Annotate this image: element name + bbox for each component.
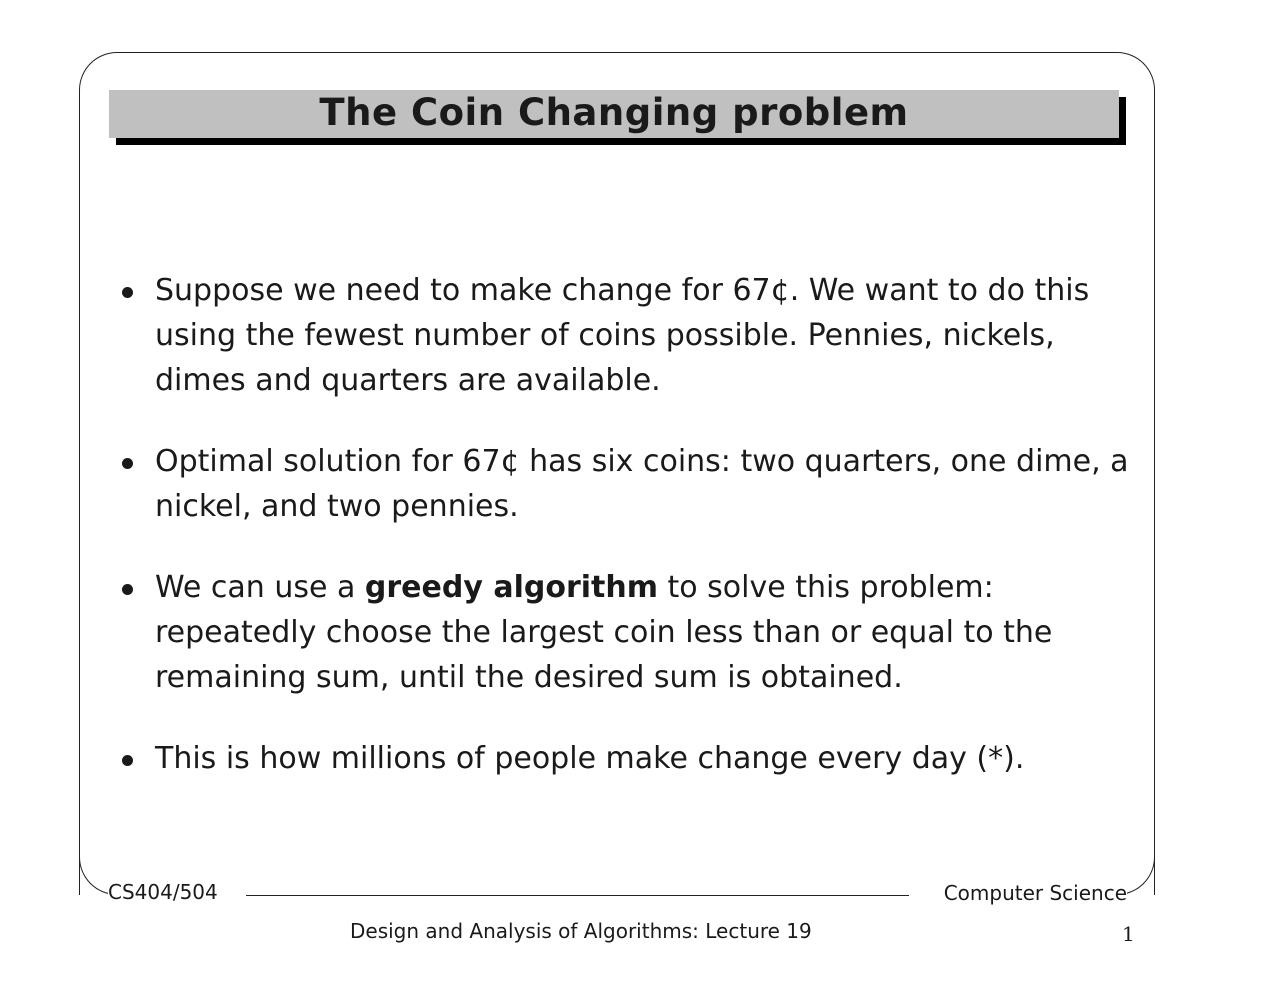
bullet-bold-term: greedy algorithm: [364, 570, 658, 605]
footer-course: CS404/504: [108, 880, 224, 904]
footer-subtitle: Design and Analysis of Algorithms: Lecture 19: [350, 919, 812, 943]
title-box: [109, 90, 1119, 138]
bullet-dot-icon: [122, 287, 133, 298]
bullet-text: Optimal solution for 67¢ has six coins: two quarters, one dime, a nickel, and two pennies.: [155, 444, 1129, 524]
bullet-text: Suppose we need to make change for 67¢. We want to do this using the fewest number of coins possible. Pennies, nickels, dimes and quarters are available.: [155, 273, 1090, 398]
footer-rule: [246, 895, 909, 896]
page-number: 1: [1122, 922, 1135, 946]
bullet-item: [120, 736, 1150, 781]
bullet-text: This is how millions of people make change every day (*).: [155, 741, 1025, 776]
bullet-item: [120, 439, 1150, 529]
bullet-text-continued: to solve this problem: repeatedly choose the largest coin less than or equal to the remaining sum, until the desired sum is obtained.: [155, 570, 1053, 695]
slide-title: The Coin Changing problem: [319, 90, 909, 134]
bullet-text: We can use a: [155, 570, 365, 605]
bullet-list: [120, 268, 1150, 817]
bullet-dot-icon: [122, 458, 133, 469]
footer-department: Computer Science: [938, 881, 1127, 905]
bullet-dot-icon: [122, 755, 133, 766]
bullet-item: [120, 268, 1150, 403]
bullet-item: [120, 565, 1150, 700]
bullet-dot-icon: [122, 584, 133, 595]
